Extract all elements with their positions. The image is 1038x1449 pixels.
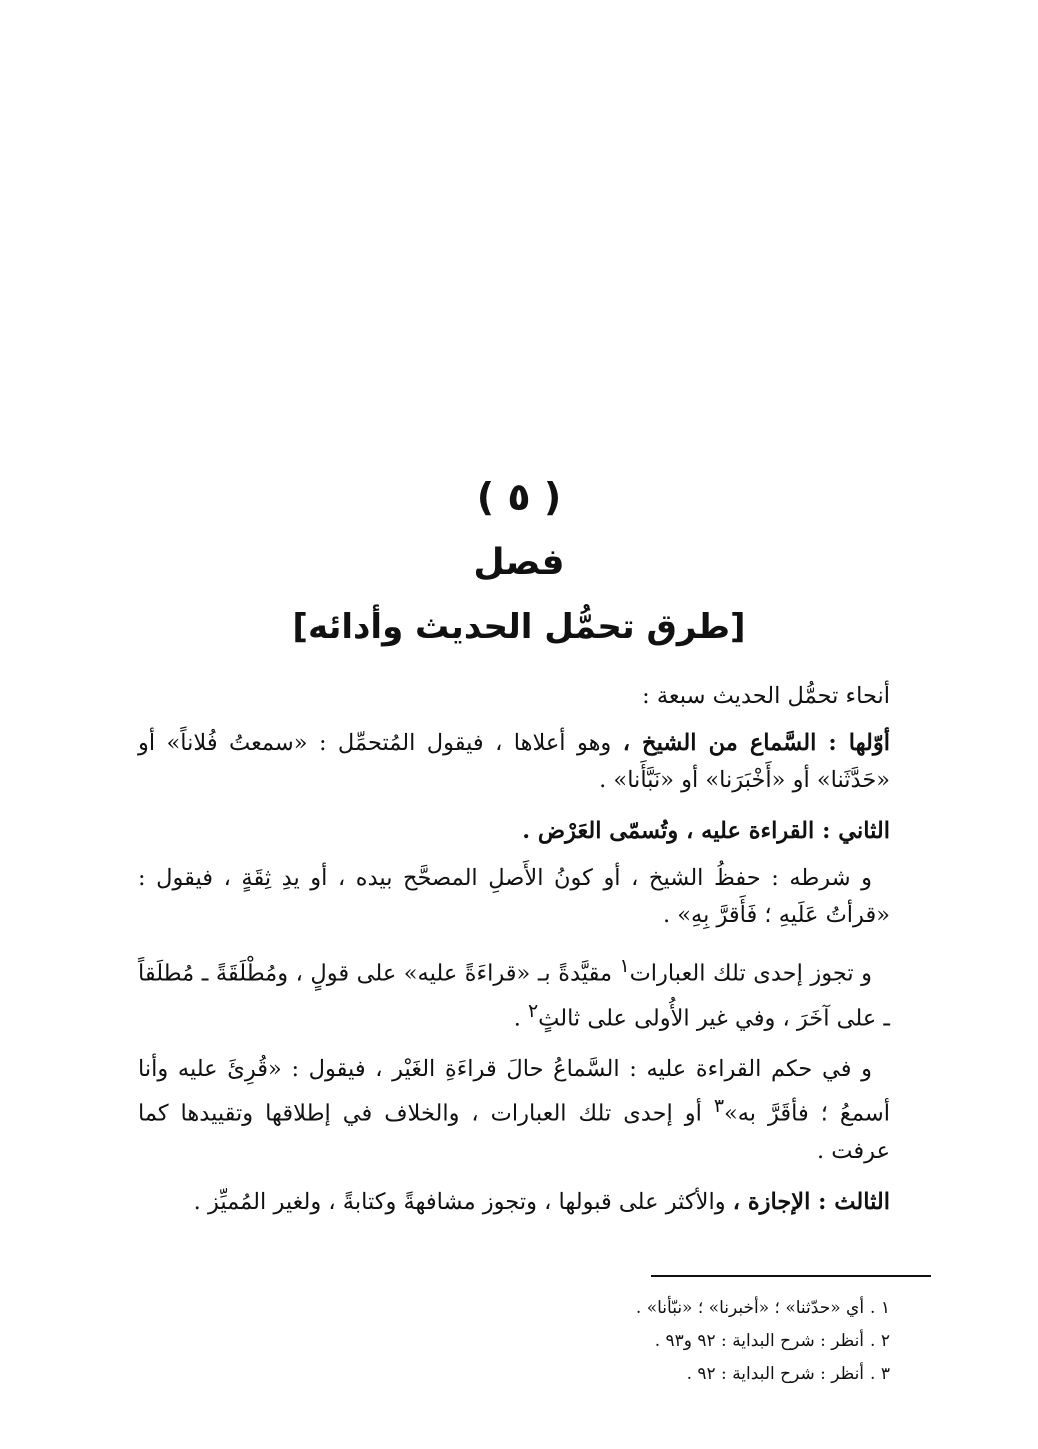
footnote-ref-2: ٢ — [528, 1000, 539, 1022]
footnote-text: أنظر : شرح البداية : ٩٢ . — [686, 1364, 865, 1384]
section-title: [طرق تحمُّل الحديث وأدائه] — [292, 607, 746, 647]
footnote-divider — [651, 1275, 931, 1277]
section-label: فصل — [473, 542, 565, 583]
footnote-ref-3: ٣ — [713, 1096, 724, 1117]
chapter-number: ( ٥ ) — [476, 475, 562, 519]
third-method-heading: الثالث : الإجازة ، — [732, 1188, 890, 1215]
paragraph-phrasing — [138, 948, 890, 1037]
footnote-1 — [390, 1292, 890, 1325]
intro-paragraph: أنحاء تحمُّل الحديث سبعة : — [642, 683, 890, 709]
paragraph-third-method — [138, 1184, 890, 1221]
paragraph-first-method — [138, 725, 890, 799]
footnote-number: ٢ . — [870, 1331, 890, 1351]
listening-text-b: أو إحدى تلك العبارات ، والخلاف في إطلاقها وتقييدها كما عرفت . — [138, 1100, 890, 1164]
footnote-number: ١ . — [870, 1298, 890, 1318]
footnotes — [390, 1292, 890, 1391]
third-method-text: والأكثر على قبولها ، وتجوز مشافهةً وكتابةً ، ولغير المُميِّز . — [193, 1188, 733, 1215]
first-method-text: وهو أعلاها ، فيقول المُتحمِّل : «سمعتُ فُلاناً» أو «حَدَّثَنا» أو «أَخْبَرَنا» أو «نَبَّأَنا» . — [138, 730, 890, 793]
phrasing-text-b: مقيَّدةً بـ «قراءَةً عليه» على قولٍ ، ومُطْلَقَةً ـ مُطلَقاً ـ على آخَرَ ، وفي غير الأُولى على ثالثٍ — [138, 960, 890, 1031]
footnote-2 — [390, 1325, 890, 1358]
body-text — [138, 678, 890, 1235]
first-method-heading: أوّلها : السَّماع من الشيخ ، — [622, 730, 890, 756]
listening-text-a: و في حكم القراءة عليه : السَّماعُ حالَ قراءَةِ الغَيْر ، فيقول : «قُرِئَ عليه وأنا أسمعُ ؛ فأقَرَّ به» — [138, 1056, 890, 1127]
footnote-text: أنظر : شرح البداية : ٩٢ و٩٣ . — [654, 1331, 865, 1351]
footnote-text: أي «حدّثنا» ؛ «أخبرنا» ؛ «نبّأنا» . — [635, 1298, 865, 1318]
paragraph-condition: و شرطه : حفظُ الشيخ ، أو كونُ الأَصلِ المصحَّح بيده ، أو يدِ ثِقَةٍ ، فيقول : «قرأتُ عَلَيهِ ؛ فَأَقرَّ بِهِ» . — [138, 865, 890, 928]
footnote-ref-1: ١ — [619, 956, 630, 977]
footnote-3 — [390, 1358, 890, 1391]
footnote-number: ٣ . — [870, 1364, 890, 1384]
second-method-heading: الثاني : القراءة عليه ، وتُسمّى العَرْض . — [522, 818, 890, 844]
phrasing-text-a: و تجوز إحدى تلك العبارات — [629, 960, 872, 987]
phrasing-end: . — [513, 1005, 529, 1031]
paragraph-listening — [138, 1051, 890, 1170]
paragraph-second-method — [138, 813, 890, 850]
